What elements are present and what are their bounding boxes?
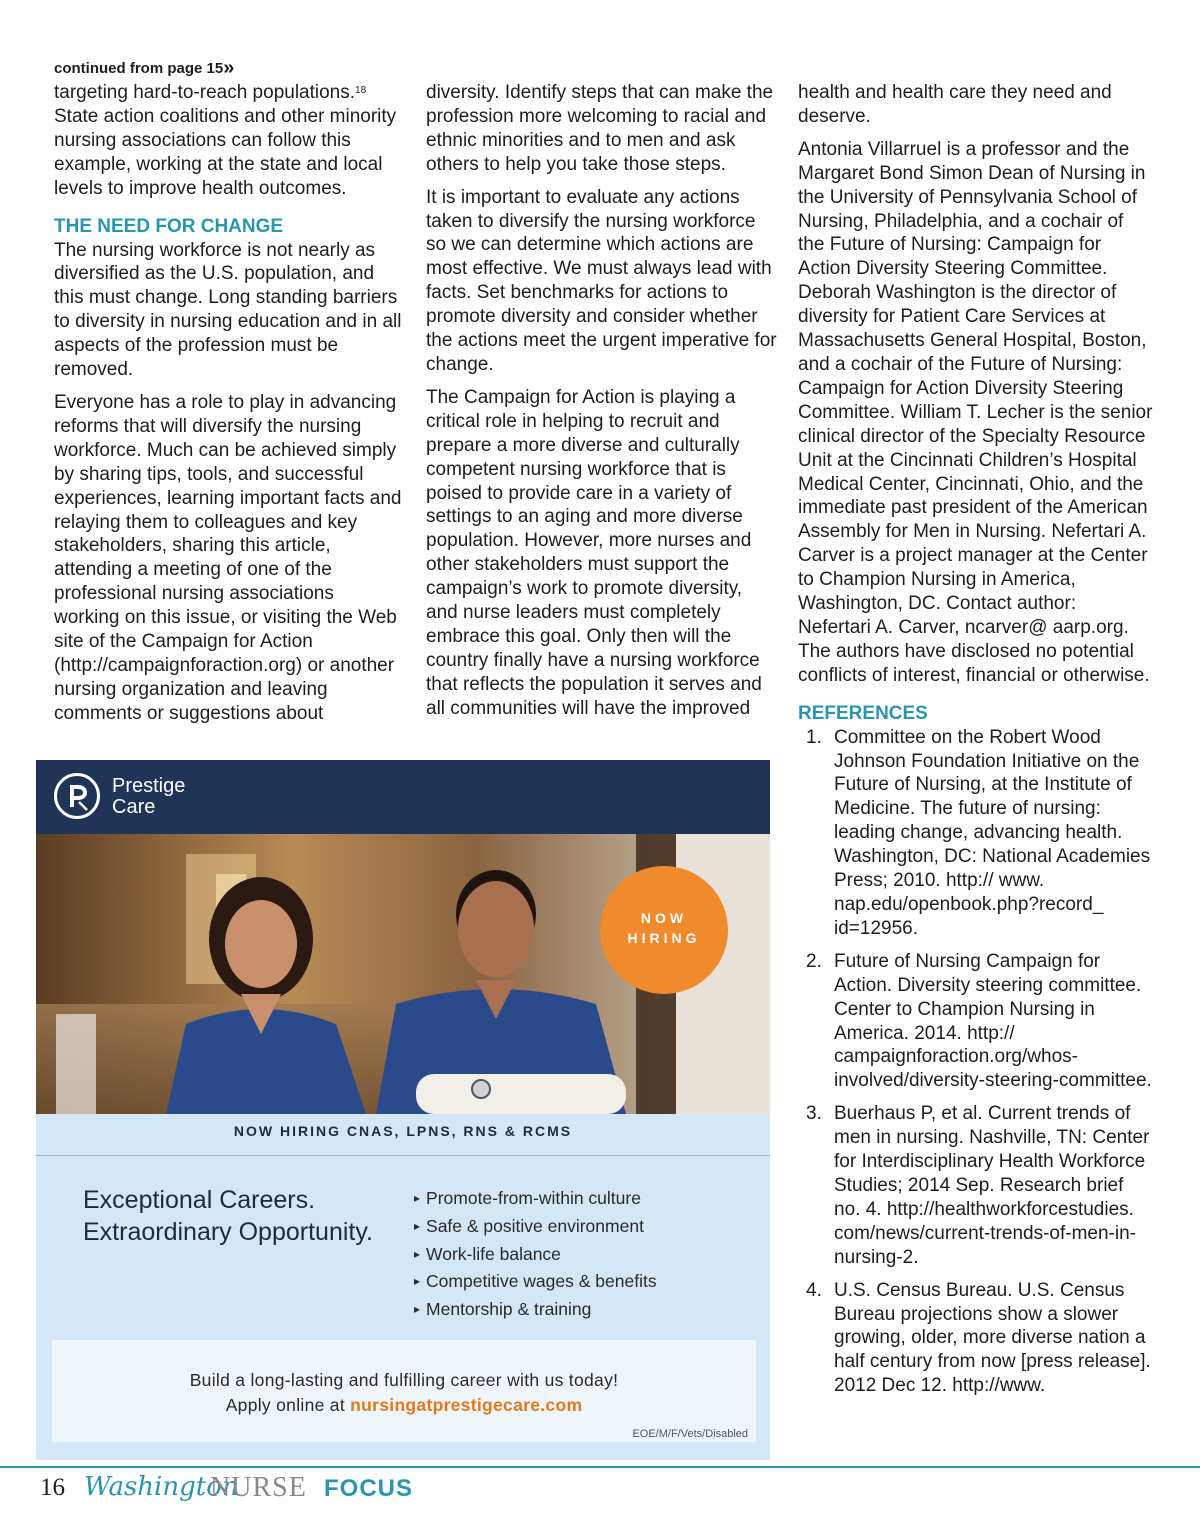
col1-paragraph-1 [54,81,404,201]
col3-paragraph-1: health and health care they need and deserve. [798,82,1112,127]
reference-number: 4. [806,1279,822,1301]
tagline-line-2: Extraordinary Opportunity. [83,1218,373,1246]
col2-paragraph-2: It is important to evaluate any actions taken to diversify the nursing workforce so we can determine which actions are most effective. We must always lead with facts. Set benchmarks for actions to promote diversity and consider whether the actions meet the urgent imperative for change. [426,186,777,375]
col2-paragraph-1: diversity. Identify steps that can make the profession more welcoming to racial and ethnic minorities and to men and ask others to help you take those steps. [426,82,774,175]
logo-line-2: Care [112,796,156,818]
reference-text: Buerhaus P, et al. Current trends of men in nursing. Nashville, TN: Center for Interdisciplinary Health Workforce Studies; 2014 Sep. Research brief no. 4. http://healthworkforcestudies. com/news/current-trends-of-men-in-nursing-2. [834,1103,1150,1268]
logo-line-1: Prestige [112,775,186,797]
reference-text: Future of Nursing Campaign for Action. Diversity steering committee. Center to Champion Nursing in America. 2014. http:// campaignforaction.org/whos-involved/diversity-steering-committee. [834,950,1152,1092]
benefit-item: ▸ Work-life balance [414,1241,657,1269]
now-hiring-positions: NOW HIRING CNAS, LPNS, RNS & RCMS [36,1114,770,1156]
reference-item [798,1279,1154,1399]
badge-line-1: NOW [640,910,688,926]
references-heading: REFERENCES [798,702,928,724]
reference-number: 2. [806,950,822,972]
now-hiring-badge [600,866,728,994]
reference-item [798,1102,1154,1269]
continued-arrow: » [223,57,235,79]
reference-item [798,950,1154,1093]
ad-benefits-list [414,1185,657,1324]
prestige-care-ad[interactable] [36,760,770,1460]
apply-link[interactable]: nursingatprestigecare.com [350,1395,583,1415]
prestige-logo-icon [54,773,100,819]
col2-paragraph-3: The Campaign for Action is playing a critical role in helping to recruit and prepare a more diverse and culturally competent nursing workforce that is poised to provide care in a variety of settings to an aging and more diverse population. However, more nurses and other stakeholders must support the campaign’s work to promote diversity, and nurse leaders must completely embrace this goal. Only then will the country finally have a nursing workforce that reflects the population it serves and all communities will have the improved [426,386,762,719]
article-column-1 [54,81,404,735]
badge-line-2: HIRING [627,930,701,946]
reference-item [798,726,1154,941]
article-column-3 [798,81,1154,1407]
eoe-notice: EOE/M/F/Vets/Disabled [632,1428,748,1440]
benefit-item: ▸ Safe & positive environment [414,1213,657,1241]
benefit-item: ▸ Competitive wages & benefits [414,1268,657,1296]
cta-line-2 [52,1395,756,1416]
reference-text: U.S. Census Bureau. U.S. Census Bureau projections show a slower growing, older, more diverse nation a half century from now [press release]. 2012 Dec 12. http://www. [834,1279,1151,1397]
continued-text: continued from page 15 [54,60,224,77]
footer-brand-focus: FOCUS [324,1475,413,1502]
references-list [798,726,1154,1398]
col3-author-bio: Antonia Villarruel is a professor and the Margaret Bond Simon Dean of Nursing in the University of Pennsylvania School of Nursing, Philadelphia, and a cochair of the Future of Nursing: Campaign for Action Diversity Steering Committee. Deborah Washington is the director of diversity for Patient Care Services at Massachusetts General Hospital, Boston, and a cochair of the Future of Nursing: Campaign for Action Diversity Steering Committee. William T. Lecher is the senior clinical director of the Specialty Resource Unit at the Cincinnati Children’s Hospital Medical Center, Cincinnati, Ohio, and the immediate past president of the American Assembly for Men in Nursing. Nefertari A. Carver is a project manager at the Center to Champion Nursing in America, Washington, DC. Contact author: Nefertari A. Carver, ncarver@ aarp.org. The authors have disclosed no potential conflicts of interest, financial or otherwise. [798,138,1153,686]
continued-note [54,57,234,80]
benefit-item: ▸ Promote-from-within culture [414,1185,657,1213]
prestige-logo-text [112,776,185,818]
ad-call-to-action [52,1340,756,1442]
reference-number: 3. [806,1103,822,1125]
footer-brand-nurse: NURSE [210,1472,307,1503]
footer-divider [0,1466,1200,1468]
ad-tagline [83,1184,373,1248]
footer-brand-script: Washington [84,1472,239,1502]
col1-paragraph-3: Everyone has a role to play in advancing reforms that will diversify the nursing workforce. Much can be achieved simply by sharing tips, tools, and successful experiences, learning important facts and relaying them to colleagues and key stakeholders, sharing this article, attending a meeting of one of the professional nursing associations working on this issue, or visiting the Web site of the Campaign for Action (http://campaignforaction.org) or another nursing organization and leaving comments or suggestions about [54,391,402,724]
section-heading-need-for-change: THE NEED FOR CHANGE [54,215,284,237]
col1-paragraph-2: The nursing workforce is not nearly as diversified as the U.S. population, and this must change. Long standing barriers to diversity in nursing education and in all aspects of the profession must be removed. [54,239,402,381]
ad-header [36,760,770,834]
reference-text: Committee on the Robert Wood Johnson Foundation Initiative on the Future of Nursing, at the Institute of Medicine. The future of nursing: leading change, advancing health. Washington, DC: National Academies Press; 2010. http:// www. nap.edu/openbook.php?record_ id=12956. [834,726,1151,939]
cta-prefix: Apply online at [225,1395,351,1415]
benefit-item: ▸ Mentorship & training [414,1296,657,1324]
cta-line-1: Build a long-lasting and fulfilling career with us today! [189,1370,619,1390]
reference-number: 1. [806,726,822,748]
article-column-2 [426,81,778,730]
ad-photo-nurses [36,834,770,1409]
col1-p1-rest: State action coalitions and other minority nursing associations can follow this example, working at the state and local levels to improve health outcomes. [54,105,397,199]
footnote-ref: 18 [355,85,367,96]
tagline-line-1: Exceptional Careers. [83,1186,316,1214]
page-number: 16 [40,1474,65,1501]
col1-p1-text: targeting hard-to-reach populations. [54,82,356,103]
